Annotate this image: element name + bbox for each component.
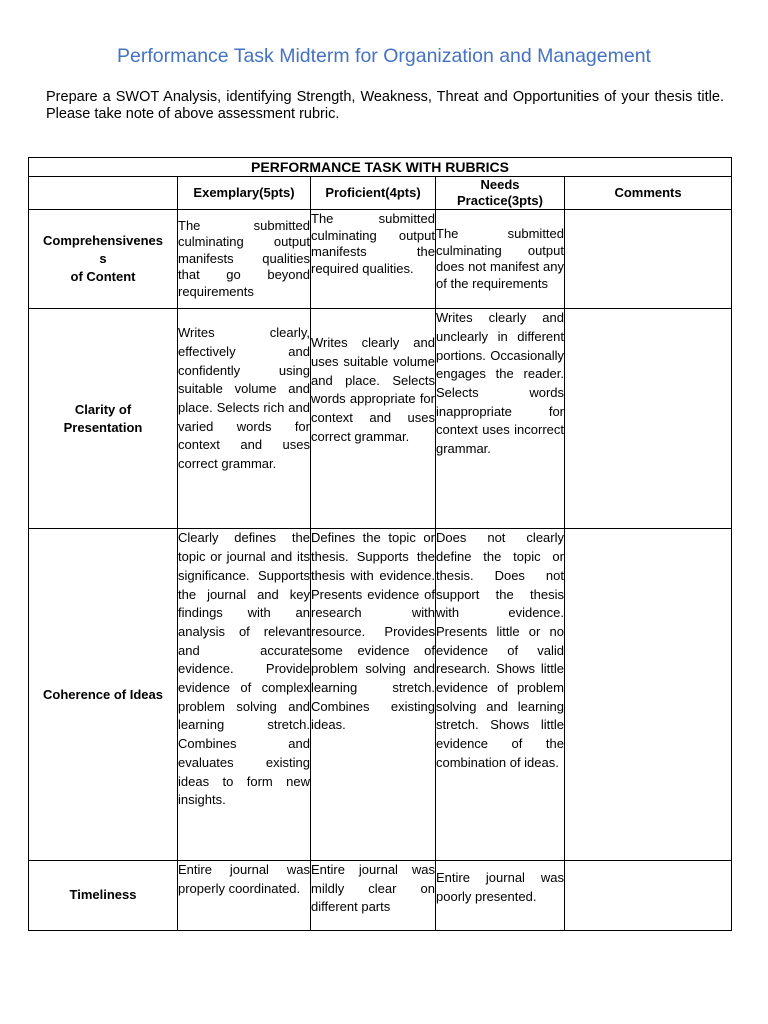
header-comments: Comments [565, 177, 732, 210]
rubric-caption-row [29, 158, 732, 177]
rubric-row-clarity [29, 309, 732, 529]
descriptor-text: Writes clearly and uses suitable volume and place. Selects words appropriate for context and uses correct grammar. [311, 335, 435, 444]
criterion-comprehensiveness [29, 210, 178, 309]
descriptor-text: Writes clearly and unclearly in different portions. Occasionally engages the reader. Selects words inappropriate for context uses incorrect grammar. [436, 310, 564, 457]
cell-comments [565, 860, 732, 930]
cell-exemplary [178, 860, 311, 930]
descriptor-text: The submitted culminating output does not manifest any of the requirements [436, 226, 564, 291]
cell-comments [565, 309, 732, 529]
rubric-header-row [29, 177, 732, 210]
descriptor-text: Does not clearly define the topic or thesis. Does not support the thesis with evidence. Presents little or no evidence of valid research. Shows little evidence of problem solving and learning stretch. Shows little evidence of the combination of ideas. [436, 530, 564, 770]
cell-exemplary [178, 529, 311, 860]
descriptor-text: Entire journal was properly coordinated. [178, 861, 310, 896]
criterion-clarity: Clarity of Presentation [29, 309, 178, 529]
criterion-timeliness: Timeliness [29, 860, 178, 930]
instructions-paragraph: Prepare a SWOT Analysis, identifying Strength, Weakness, Threat and Opportunities of your thesis title. Please take note of above assessment rubric. [46, 89, 724, 122]
descriptor-text: The submitted culminating output manifests qualities that go beyond requirements [178, 217, 310, 299]
rubric-caption: PERFORMANCE TASK WITH RUBRICS [29, 158, 732, 177]
criterion-label-line: s [99, 251, 107, 267]
descriptor-text: Writes clearly, effectively and confidently using suitable volume and place. Selects rich and varied words for context and uses correct grammar. [178, 325, 310, 472]
rubric-row-comprehensiveness [29, 210, 732, 309]
descriptor-text: Entire journal was poorly presented. [436, 869, 564, 904]
cell-proficient [311, 210, 436, 309]
cell-comments [565, 210, 732, 309]
descriptor-text: The submitted culminating output manifests the required qualities. [311, 211, 435, 276]
header-criterion-blank [29, 177, 178, 210]
header-needs-practice: Needs Practice(3pts) [436, 177, 565, 210]
descriptor-text: Defines the topic or thesis. Supports the thesis with evidence. Presents evidence of research with resource. Provides some evidence of problem solving and learning stretch. Combines existing ideas. [311, 530, 435, 733]
descriptor-text: Entire journal was mildly clear on different parts [311, 861, 435, 915]
header-proficient: Proficient(4pts) [311, 177, 436, 210]
rubric-row-coherence [29, 529, 732, 860]
cell-exemplary [178, 309, 311, 529]
cell-needs-practice [436, 529, 565, 860]
criterion-label-line: of Content [70, 269, 136, 285]
header-exemplary: Exemplary(5pts) [178, 177, 311, 210]
cell-needs-practice [436, 210, 565, 309]
cell-exemplary [178, 210, 311, 309]
criterion-label-line: Comprehensivenes [43, 233, 163, 249]
criterion-coherence: Coherence of Ideas [29, 529, 178, 860]
cell-comments [565, 529, 732, 860]
cell-needs-practice [436, 309, 565, 529]
document-title: Performance Task Midterm for Organization and Management [117, 45, 651, 67]
rubric-row-timeliness [29, 860, 732, 930]
descriptor-text: Clearly defines the topic or journal and its significance. Supports the journal and key findings with an analysis of relevant and accurate evidence. Provide evidence of complex problem solving and learning stretch. Combines and evaluates existing ideas to form new insights. [178, 530, 310, 808]
rubric-table [28, 157, 732, 931]
cell-proficient [311, 860, 436, 930]
cell-needs-practice [436, 860, 565, 930]
cell-proficient [311, 529, 436, 860]
cell-proficient [311, 309, 436, 529]
